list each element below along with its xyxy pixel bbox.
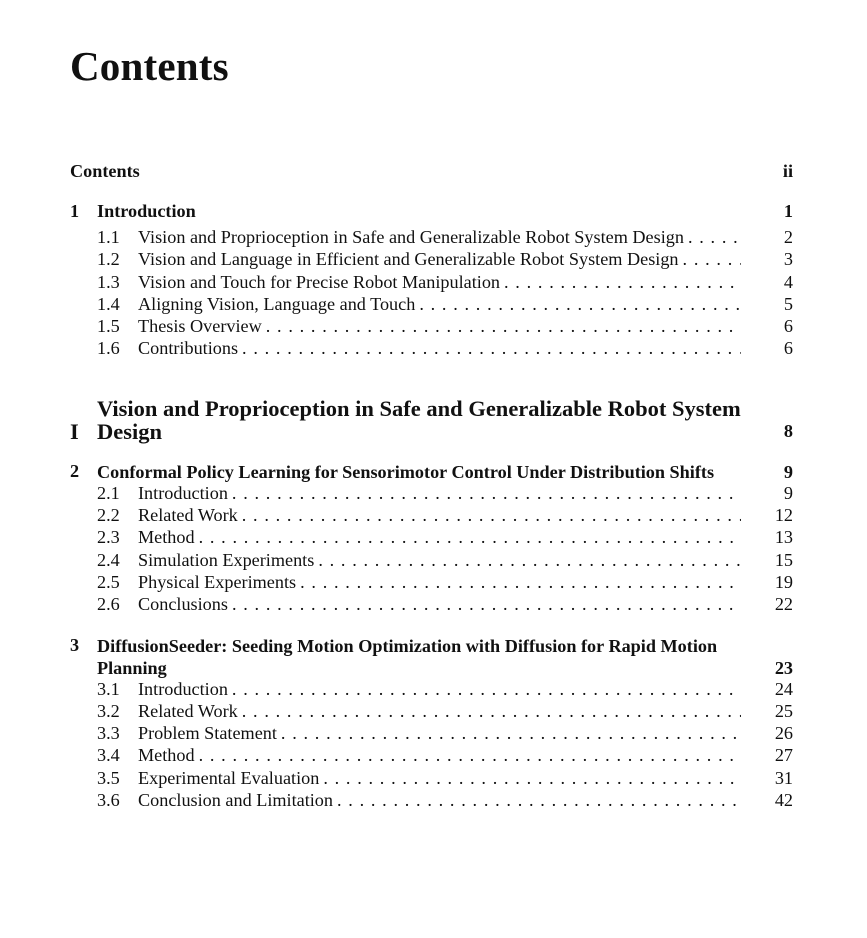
- chapter-number: 1: [70, 201, 80, 221]
- chapter-title: Conformal Policy Learning for Sensorimotor Control Under Distribution Shifts: [97, 461, 715, 482]
- toc-page-number: ii: [782, 161, 793, 181]
- section-number: 3.1: [97, 678, 120, 699]
- dot-leader: [232, 594, 741, 615]
- toc-section[interactable]: [70, 594, 793, 616]
- section-number: 1.1: [97, 227, 120, 247]
- toc-page-number: 4: [783, 271, 793, 292]
- dot-leader: [281, 723, 741, 744]
- section-number: 2.3: [97, 527, 120, 548]
- toc-section[interactable]: [70, 316, 793, 338]
- toc-section[interactable]: [70, 505, 793, 527]
- chapter-2-sections: [70, 483, 793, 617]
- section-number: 2.6: [97, 594, 120, 615]
- section-title: Related Work: [138, 701, 242, 722]
- section-number: 3.2: [97, 700, 120, 721]
- chapter-title: Introduction: [97, 201, 196, 221]
- dot-leader: [199, 527, 741, 548]
- dot-leader: [688, 227, 741, 248]
- toc-page-number: 5: [783, 293, 793, 314]
- toc-page-number: 24: [774, 678, 793, 699]
- toc-chapter-2[interactable]: [70, 461, 793, 483]
- section-number: 1.2: [97, 249, 120, 270]
- toc-page-number: 27: [774, 745, 793, 766]
- dot-leader: [323, 768, 741, 789]
- toc-entry-contents[interactable]: [70, 161, 793, 187]
- dot-leader: [504, 272, 741, 293]
- chapter-number: 3: [70, 634, 80, 655]
- section-number: 2.4: [97, 549, 120, 570]
- dot-leader: [232, 679, 741, 700]
- toc-page-number: 22: [774, 594, 793, 615]
- chapter-title: DiffusionSeeder: Seeding Motion Optimization with Diffusion for Rapid Motion Planning: [97, 635, 718, 678]
- toc-page-number: 12: [774, 505, 793, 526]
- section-title: Introduction: [138, 483, 232, 504]
- toc-section[interactable]: [70, 227, 793, 249]
- section-title: Introduction: [138, 679, 232, 700]
- toc-section[interactable]: [70, 745, 793, 767]
- toc-page-number: 1: [783, 201, 793, 221]
- toc-page-number: 9: [783, 482, 793, 503]
- toc-chapter-3[interactable]: [70, 635, 793, 679]
- section-title: Physical Experiments: [138, 572, 300, 593]
- section-title: Vision and Proprioception in Safe and Generalizable Robot System Design: [138, 227, 688, 248]
- section-title: Problem Statement: [138, 723, 281, 744]
- part-number: I: [70, 418, 79, 444]
- toc-page-number: 6: [783, 338, 793, 359]
- dot-leader: [266, 316, 741, 337]
- toc-section[interactable]: [70, 527, 793, 549]
- section-number: 2.1: [97, 482, 120, 503]
- dot-leader: [242, 701, 741, 722]
- toc-page-number: 42: [774, 790, 793, 811]
- chapter-number: 2: [70, 460, 80, 481]
- section-title: Simulation Experiments: [138, 550, 318, 571]
- section-number: 2.5: [97, 571, 120, 592]
- dot-leader: [683, 249, 741, 270]
- dot-leader: [419, 294, 741, 315]
- section-number: 1.5: [97, 316, 120, 337]
- toc-page-number: 9: [783, 461, 793, 482]
- toc-section[interactable]: [70, 338, 793, 360]
- toc-section[interactable]: [70, 701, 793, 723]
- section-number: 1.4: [97, 293, 120, 314]
- section-title: Related Work: [138, 505, 242, 526]
- section-title: Method: [138, 745, 199, 766]
- section-number: 3.5: [97, 767, 120, 788]
- toc-section[interactable]: [70, 483, 793, 505]
- table-of-contents: [70, 161, 793, 812]
- toc-section[interactable]: [70, 768, 793, 790]
- section-number: 2.2: [97, 505, 120, 526]
- section-title: Thesis Overview: [138, 316, 266, 337]
- toc-section[interactable]: [70, 679, 793, 701]
- section-title: Method: [138, 527, 199, 548]
- section-number: 1.6: [97, 338, 120, 359]
- toc-section[interactable]: [70, 723, 793, 745]
- toc-page-number: 15: [774, 549, 793, 570]
- dot-leader: [242, 505, 741, 526]
- section-title: Vision and Language in Efficient and Generalizable Robot System Design: [138, 249, 683, 270]
- dot-leader: [242, 338, 741, 359]
- chapter-3-sections: [70, 679, 793, 813]
- section-title: Conclusions: [138, 594, 232, 615]
- toc-page-number: 2: [783, 227, 793, 247]
- dot-leader: [199, 745, 741, 766]
- dot-leader: [337, 790, 741, 811]
- page-title: Contents: [70, 43, 229, 89]
- section-number: 3.6: [97, 790, 120, 811]
- toc-chapter-1[interactable]: [70, 201, 793, 227]
- toc-page-number: 8: [783, 420, 793, 441]
- toc-section[interactable]: [70, 272, 793, 294]
- toc-section[interactable]: [70, 294, 793, 316]
- toc-part-1[interactable]: [70, 397, 793, 443]
- dot-leader: [232, 483, 741, 504]
- toc-section[interactable]: [70, 572, 793, 594]
- toc-page-number: 3: [783, 249, 793, 270]
- part-title: Vision and Proprioception in Safe and Generalizable Robot System Design: [97, 395, 741, 444]
- toc-section[interactable]: [70, 790, 793, 812]
- dot-leader: [318, 550, 741, 571]
- toc-section[interactable]: [70, 550, 793, 572]
- toc-page-number: 13: [774, 527, 793, 548]
- section-number: 1.3: [97, 271, 120, 292]
- section-title: Aligning Vision, Language and Touch: [138, 294, 419, 315]
- section-title: Contributions: [138, 338, 242, 359]
- section-number: 3.3: [97, 723, 120, 744]
- section-title: Experimental Evaluation: [138, 768, 323, 789]
- toc-page-number: 23: [774, 657, 793, 678]
- section-title: Conclusion and Limitation: [138, 790, 337, 811]
- chapter-1-sections: [70, 227, 793, 361]
- toc-section[interactable]: [70, 249, 793, 271]
- toc-page-number: 19: [774, 571, 793, 592]
- toc-page-number: 25: [774, 700, 793, 721]
- toc-entry-label: Contents: [70, 161, 140, 181]
- dot-leader: [300, 572, 741, 593]
- section-number: 3.4: [97, 745, 120, 766]
- section-title: Vision and Touch for Precise Robot Manipulation: [138, 272, 504, 293]
- toc-page-number: 26: [774, 723, 793, 744]
- toc-page-number: 6: [783, 316, 793, 337]
- toc-page-number: 31: [774, 767, 793, 788]
